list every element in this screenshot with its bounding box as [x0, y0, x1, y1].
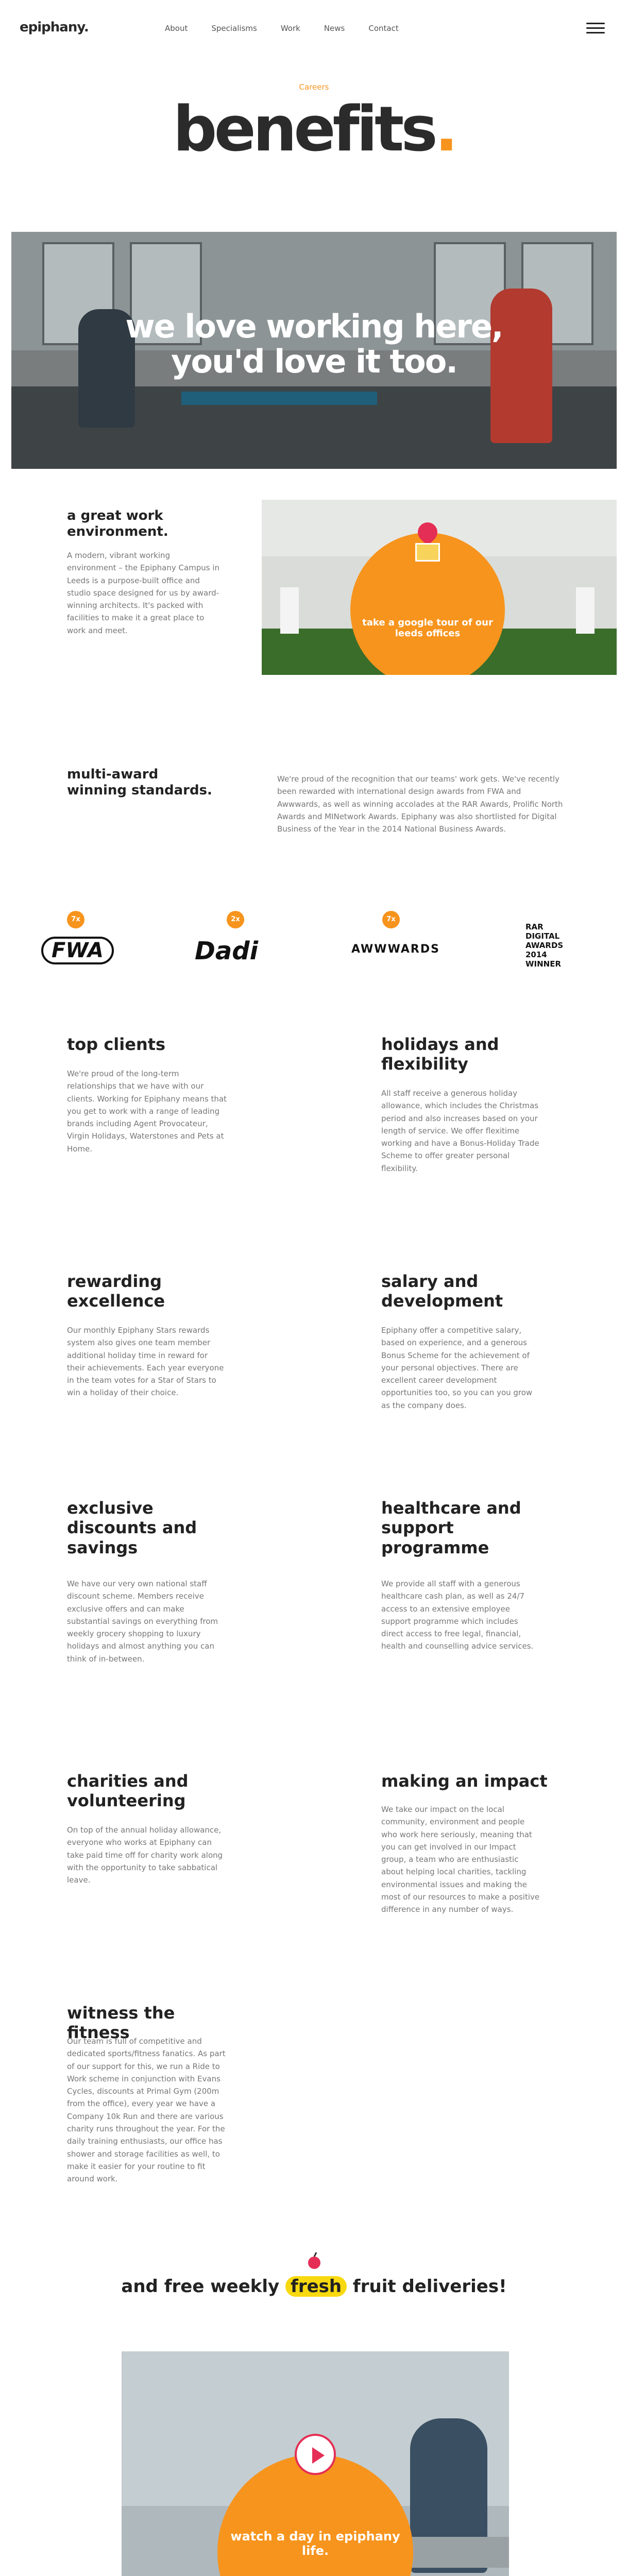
hero-line-1: we love working here,: [125, 308, 503, 345]
fwa-logo: FWA: [41, 937, 114, 964]
award-fwa: [36, 911, 129, 973]
award-count-badge: 7x: [67, 911, 84, 928]
hero-line-2: you'd love it too.: [171, 343, 457, 381]
benefit-title: witness the fitness: [67, 2003, 175, 2043]
benefit-title: salary and development: [381, 1272, 503, 1311]
nav-work[interactable]: Work: [280, 24, 300, 33]
dadi-logo: Dadi: [195, 937, 259, 965]
awards-text: We're proud of the recognition that our teams' work gets. We've recently been rewarded with international design awards from FWA and Awwwards, as well as winning accolades at the RAR Awards, Prolific North Awards and MINetwork Awards. Epiphany was also shortlisted for Digital Business of the Year in the 2014 National Business Awards.: [277, 774, 563, 834]
video-player[interactable]: [122, 2351, 509, 2576]
benefit-title: exclusive discounts and savings: [67, 1498, 197, 1557]
page-title: [0, 94, 628, 165]
awards-heading: multi-award winning standards.: [67, 767, 212, 799]
benefit-text: All staff receive a generous holiday allowance, which includes the Christmas period and also increases based on your length of service. We offer flexitime working and have a Bonus-Holiday Trade Scheme to offer greater personal flexibility.: [381, 1089, 539, 1173]
benefit-title: making an impact: [381, 1771, 548, 1791]
play-icon[interactable]: [295, 2434, 336, 2475]
benefit-text: On top of the annual holiday allowance, everyone who works at Epiphany can take paid time off for charity work along with the opportunity to take sabbatical leave.: [67, 1825, 223, 1885]
map-icon: [415, 543, 440, 562]
nav-about[interactable]: About: [165, 24, 188, 33]
benefit-text: We're proud of the long-term relationships that we have with our clients. Working for Epiphany means that you get to work with a range of leading brands including Agent Provocateur, Virgin Holidays, Waterstones and Pets at Home.: [67, 1069, 227, 1154]
nav-specialisms[interactable]: Specialisms: [211, 24, 257, 33]
site-header: [0, 0, 628, 57]
environment-heading: a great work environment.: [67, 508, 168, 540]
benefit-text: Our monthly Epiphany Stars rewards system also gives one team member additional holiday time in reward for their achievements. Each year everyone in the team votes for a Star of Stars to win a holiday of their choice.: [67, 1326, 224, 1398]
benefit-title: holidays and flexibility: [381, 1035, 499, 1074]
main-nav: [165, 24, 399, 33]
benefit-text: We provide all staff with a generous healthcare cash plan, as well as 24/7 access to an extensive employee support programme which includes direct access to free legal, financial, health and counselling advice services.: [381, 1579, 534, 1651]
hero-title: [11, 309, 617, 379]
benefit-text: Epiphany offer a competitive salary, based on experience, and a generous Bonus Scheme for the achievement of your personal objectives. There are excellent career development opportunities too, so you can you grow as the company does.: [381, 1326, 533, 1410]
benefit-text: Our team is full of competitive and dedicated sports/fitness fanatics. As part of our support for this, we run a Ride to Work scheme in conjunction with Evans Cycles, discounts at Primal Gym (200m from the office), every year we have a Company 10k Run and there are various charity runs throughout the year. For the daily training enthusiasts, our office has shower and storage facilities as well, to make it easier for your routine to fit around work.: [67, 2037, 226, 2184]
award-count-badge: 2x: [227, 911, 244, 928]
award-dadi: [192, 911, 284, 973]
page-title-text: benefits: [173, 94, 435, 165]
benefit-title: top clients: [67, 1035, 166, 1054]
benefit-text: We have our very own national staff discount scheme. Members receive exclusive offers and can make substantial savings on everything from weekly grocery shopping to luxury holidays and almost anything you can think of in-between.: [67, 1579, 218, 1664]
award-rar: [525, 922, 582, 974]
fruit-highlight: fresh: [285, 2276, 347, 2297]
site-logo[interactable]: epiphany.: [20, 20, 89, 35]
nav-news[interactable]: News: [324, 24, 345, 33]
hero-image: [11, 232, 617, 469]
fruit-text-before: and free weekly: [121, 2276, 286, 2297]
office-tour-label: take a google tour of our leeds offices: [362, 617, 493, 639]
apple-icon: [304, 2251, 325, 2269]
award-awwwards: [346, 911, 449, 973]
rar-logo: RAR DIGITAL AWARDS 2014 WINNER: [525, 922, 564, 969]
hamburger-icon[interactable]: [586, 23, 605, 35]
award-count-badge: 7x: [382, 911, 400, 928]
awwwards-logo: AWWWARDS: [351, 943, 440, 956]
benefit-title: rewarding excellence: [67, 1272, 165, 1311]
nav-contact[interactable]: Contact: [368, 24, 399, 33]
benefit-title: charities and volunteering: [67, 1771, 189, 1811]
page-title-dot: .: [434, 94, 455, 165]
benefit-title: healthcare and support programme: [381, 1498, 521, 1557]
office-tour-link[interactable]: [262, 500, 617, 675]
breadcrumb[interactable]: Careers: [299, 82, 329, 92]
fruit-text-after: fruit deliveries!: [347, 2276, 507, 2297]
environment-text: A modern, vibrant working environment – the Epiphany Campus in Leeds is a purpose-built office and studio space designed for us by award-winning architects. It's packed with facilities to make it a great place to work and meet.: [67, 551, 220, 635]
video-label: watch a day in epiphany life.: [230, 2529, 400, 2558]
fruit-tagline: [0, 2276, 628, 2297]
benefit-text: We take our impact on the local community, environment and people who work here seriously, meaning that you can get involved in our Impact group, a team who are enthusiastic about helping local charities, tackling environmental issues and making the most of our resources to make a positive difference in any number of ways.: [381, 1805, 540, 1914]
